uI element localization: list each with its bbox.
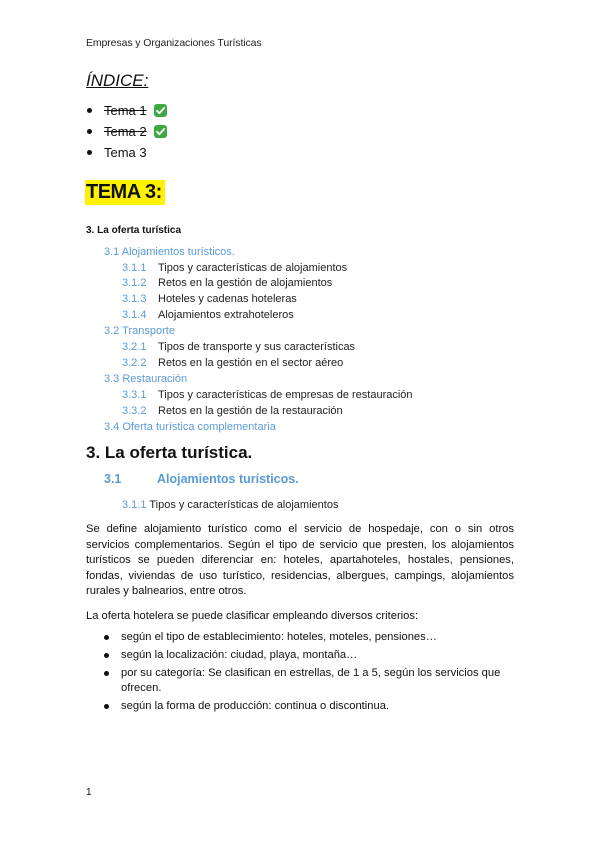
toc-text: Restauración <box>122 373 188 385</box>
page-number: 1 <box>86 787 92 798</box>
index-title: ÍNDICE: <box>86 71 149 90</box>
toc-entry-3-1-4[interactable] <box>122 308 294 322</box>
toc-text: Alojamientos turísticos. <box>121 246 235 258</box>
toc-text: Retos en la gestión de alojamientos <box>158 277 333 289</box>
toc-text: Retos en la gestión de la restauración <box>158 405 343 417</box>
toc-number: 3.3 <box>104 373 120 385</box>
toc-entry-3-2[interactable] <box>104 324 175 338</box>
subsubsection-number: 3.1.1 <box>122 499 147 511</box>
list-item: según la forma de producción: continua o discontinua. <box>86 699 516 714</box>
list-item <box>104 121 167 142</box>
toc-text: Alojamientos extrahoteleros <box>158 309 294 321</box>
toc-heading: 3. La oferta turística <box>86 225 182 236</box>
toc-entry-3-3-2[interactable] <box>122 404 343 418</box>
list-item: según el tipo de establecimiento: hoteles, moteles, pensiones… <box>86 630 516 645</box>
index-item-label: Tema 2 <box>104 124 147 139</box>
toc-text: Retos en la gestión en el sector aéreo <box>158 357 344 369</box>
index-list <box>104 100 167 163</box>
toc-number: 3.1.3 <box>122 293 147 305</box>
toc-entry-3-1-1[interactable] <box>122 261 347 275</box>
toc-number: 3.2.2 <box>122 357 147 369</box>
paragraph: Se define alojamiento turístico como el servicio de hospedaje, con o sin otros servicios complementarios. Según el tipo de servicio que presten, los alojamientos turísticos se pueden diferenciar en: hoteles, apartahoteles, hostales, pensiones, fondas, viviendas de uso turístico, residencias, albergues, campings, alojamientos rurales y balnearios, entre otros. <box>86 523 514 597</box>
toc-text: Oferta turística complementaria <box>122 421 276 433</box>
toc-number: 3.1 <box>104 246 120 258</box>
toc-text: Tipos y características de alojamientos <box>158 262 348 274</box>
toc-number: 3.3.1 <box>122 389 147 401</box>
toc-text: Transporte <box>122 325 175 337</box>
subsubsection-title: Tipos y características de alojamientos <box>149 499 339 511</box>
index-item-label: Tema 1 <box>104 103 147 118</box>
toc-entry-3-3[interactable] <box>104 372 187 386</box>
index-item-label: Tema 3 <box>104 145 147 160</box>
toc-number: 3.2.1 <box>122 341 147 353</box>
tema-title: TEMA 3: <box>85 180 165 205</box>
toc-number: 3.1.2 <box>122 277 147 289</box>
toc-text: Tipos y características de empresas de restauración <box>158 389 413 401</box>
toc-number: 3.3.2 <box>122 405 147 417</box>
list-item <box>104 142 167 163</box>
check-mark-icon <box>154 104 167 117</box>
section-heading: 3. La oferta turística. <box>86 443 253 462</box>
subsubsection-heading <box>122 499 338 511</box>
toc-entry-3-1-3[interactable] <box>122 292 297 306</box>
list-item: según la localización: ciudad, playa, montaña… <box>86 648 516 663</box>
toc-entry-3-1-2[interactable] <box>122 276 332 290</box>
list-item <box>104 100 167 121</box>
toc-number: 3.2 <box>104 325 120 337</box>
toc-number: 3.1.1 <box>122 262 147 274</box>
running-header: Empresas y Organizaciones Turísticas <box>86 37 262 49</box>
criteria-list <box>86 630 516 717</box>
toc-entry-3-1[interactable] <box>104 245 235 259</box>
toc-entry-3-2-2[interactable] <box>122 356 343 370</box>
subsection-title: Alojamientos turísticos. <box>157 472 299 486</box>
paragraph: La oferta hotelera se puede clasificar empleando diversos criterios: <box>86 610 419 622</box>
toc-text: Hoteles y cadenas hoteleras <box>158 293 297 305</box>
toc-number: 3.4 <box>104 421 120 433</box>
toc-number: 3.1.4 <box>122 309 147 321</box>
toc-entry-3-3-1[interactable] <box>122 388 413 402</box>
toc-entry-3-2-1[interactable] <box>122 340 355 354</box>
check-mark-icon <box>154 125 167 138</box>
subsection-number: 3.1 <box>104 472 122 486</box>
list-item: por su categoría: Se clasifican en estrellas, de 1 a 5, según los servicios que ofrecen. <box>86 666 516 696</box>
toc-text: Tipos de transporte y sus características <box>158 341 356 353</box>
subsection-heading <box>104 472 299 486</box>
toc-entry-3-4[interactable] <box>104 420 276 434</box>
